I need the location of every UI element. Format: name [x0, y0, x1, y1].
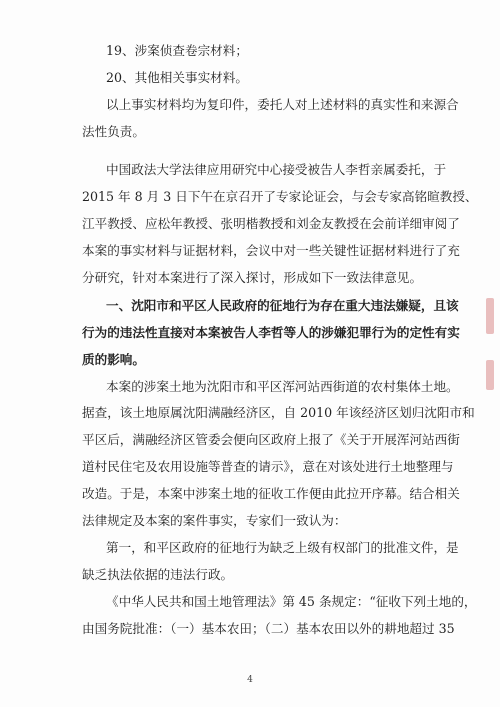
section-heading-line: 质的影响。 [82, 352, 145, 367]
paragraph-line: 道村民住宅及农用设施等普查的请示》，意在对该处进行土地整理与 [82, 459, 454, 474]
paragraph-line: 据查，该土地原属沈阳满融经济区，自 2010 年该经济区划归沈阳市和 [82, 405, 475, 420]
section-heading-line: 一、沈阳市和平区人民政府的征地行为存在重大违法嫌疑，且该 [106, 298, 459, 313]
paragraph-line: 《中华人民共和国土地管理法》第 45 条规定：“征收下列土地的， [106, 594, 477, 609]
paragraph-line: 法性负责。 [82, 124, 145, 139]
paragraph-line: 本案的事实材料与证据材料，会议中对一些关键性证据材料进行了充 [82, 243, 460, 258]
paragraph-line: 以上事实材料均为复印件，委托人对上述材料的真实性和来源合 [106, 97, 459, 112]
paragraph-line: 法律规定及本案的案件事实，专家们一致认为： [82, 513, 347, 528]
list-item-19: 19、涉案侦查卷宗材料； [106, 43, 248, 58]
seal-stamp-mark [486, 360, 494, 390]
paragraph-line: 分研究，针对本案进行了深入探讨，形成如下一致法律意见。 [82, 270, 423, 285]
section-heading-line: 行为的违法性直接对本案被告人李哲等人的涉嫌犯罪行为的定性有实 [82, 325, 460, 340]
seal-stamp-mark [486, 298, 494, 334]
paragraph-line: 2015 年 8 月 3 日下午在京召开了专家论证会，与会专家高铭暄教授、 [82, 189, 478, 204]
paragraph-line: 江平教授、应松年教授、张明楷教授和刘金友教授在会前详细审阅了 [82, 216, 460, 231]
paragraph-line: 中国政法大学法律应用研究中心接受被告人李哲亲属委托，于 [106, 162, 447, 177]
paragraph-line: 本案的涉案土地为沈阳市和平区浑河站西街道的农村集体土地。 [106, 379, 459, 394]
paragraph-line: 缺乏执法依据的违法行政。 [82, 567, 234, 582]
list-item-20: 20、其他相关事实材料。 [106, 70, 248, 85]
paragraph-line: 第一，和平区政府的征地行为缺乏上级有权部门的批准文件，是 [106, 540, 459, 555]
paragraph-line: 平区后，满融经济区管委会便向区政府上报了《关于开展浑河站西街 [82, 432, 460, 447]
page-number: 4 [247, 675, 253, 685]
paragraph-line: 改造。于是，本案中涉案土地的征收工作便由此拉开序幕。结合相关 [82, 486, 460, 501]
paragraph-line: 由国务院批准：（一）基本农田；（二）基本农田以外的耕地超过 35 [82, 621, 455, 636]
